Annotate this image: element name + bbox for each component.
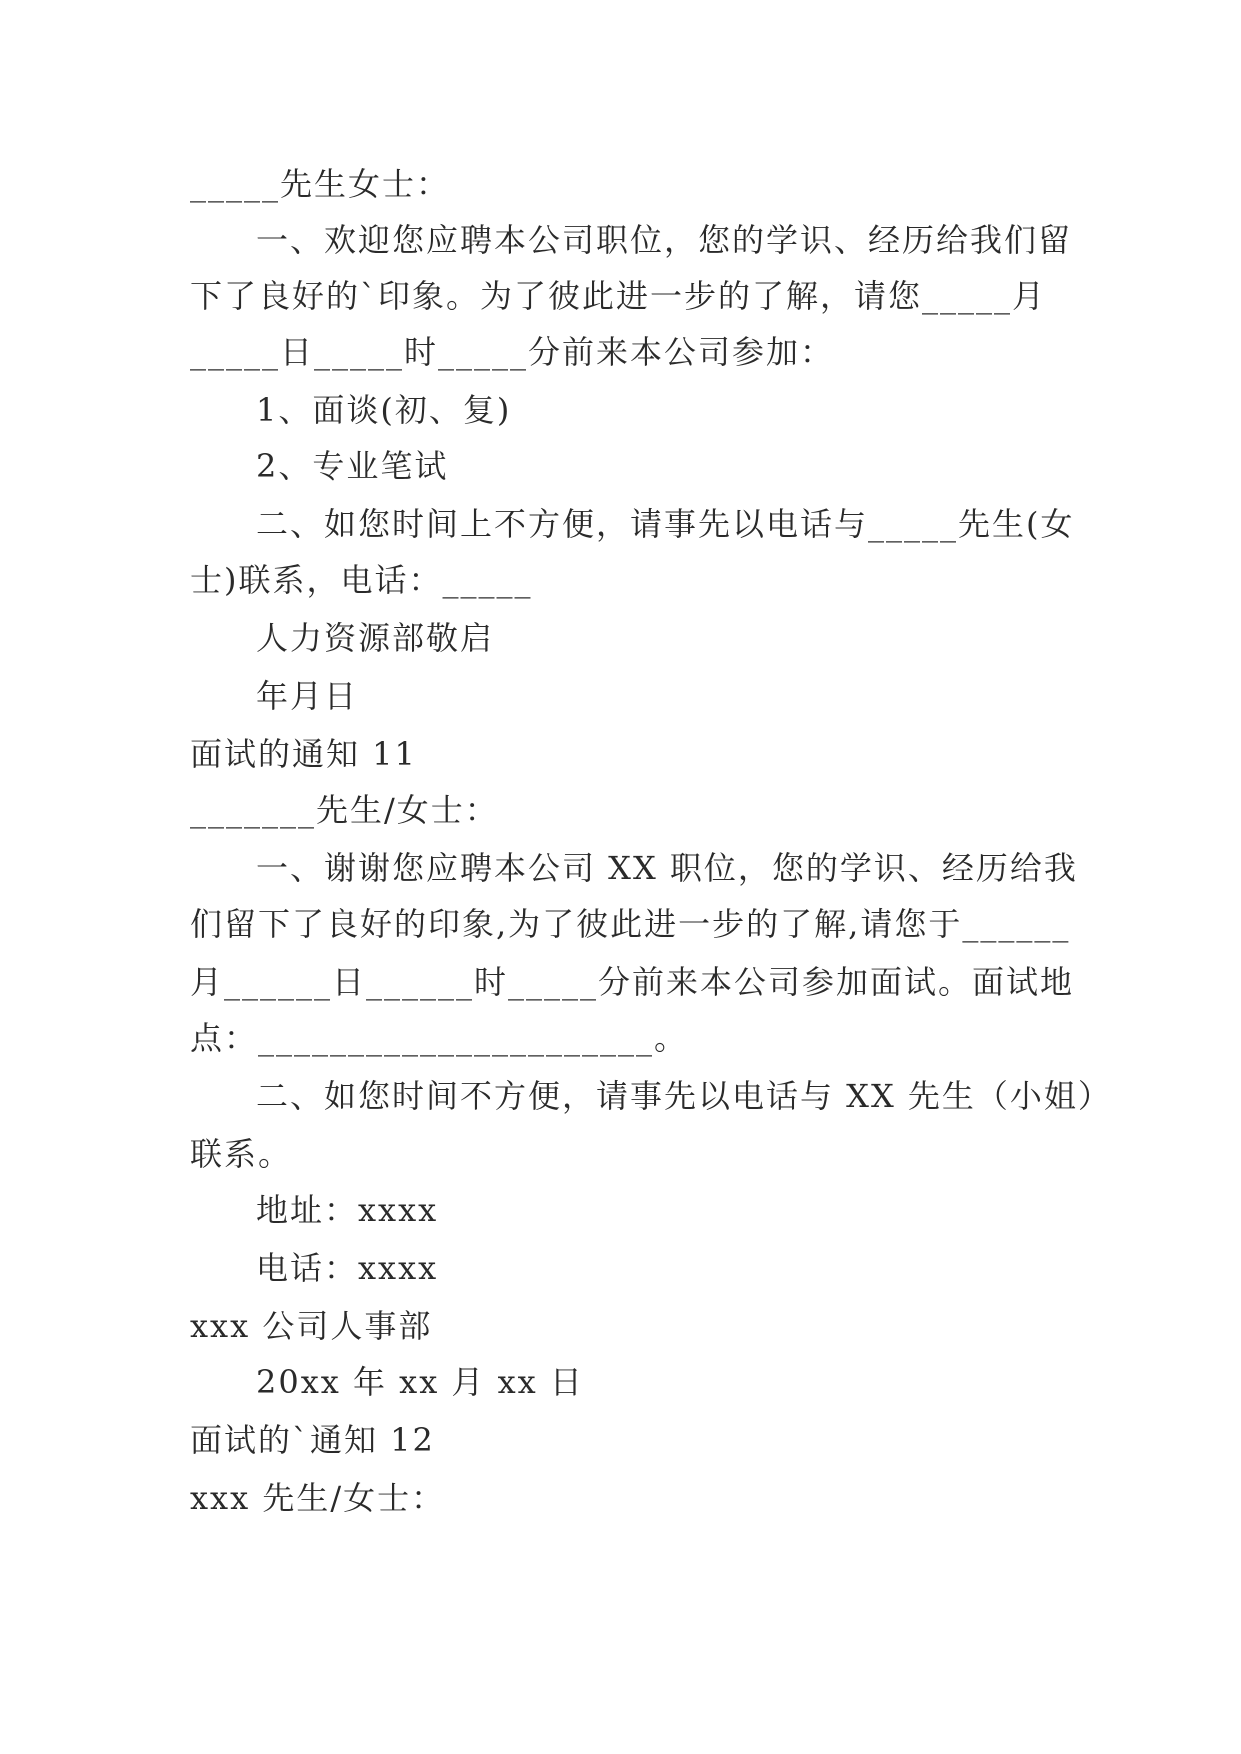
list-item: 2、专业笔试 [256,447,449,485]
paragraph-line: 二、如您时间不方便，请事先以电话与 XX 先生（小姐） [256,1077,1112,1115]
paragraph-line: 们留下了良好的印象,为了彼此进一步的了解,请您于______ [190,905,1071,943]
phone-line: 电话：xxxx [256,1249,439,1287]
paragraph-line: 一、欢迎您应聘本公司职位，您的学识、经历给我们留 [256,221,1073,259]
paragraph-line: 月______日______时_____分前来本公司参加面试。面试地 [190,963,1075,1001]
date-line: 20xx 年 xx 月 xx 日 [256,1363,584,1401]
paragraph-line: 下了良好的`印象。为了彼此进一步的了解，请您_____月 [190,277,1047,315]
paragraph-line: 联系。 [190,1135,293,1173]
address-line: 地址：xxxx [256,1191,439,1229]
date-line: 年月日 [256,677,359,715]
list-item: 1、面谈(初、复) [256,391,512,429]
section-heading: 面试的`通知 12 [190,1421,435,1459]
paragraph-line: 士)联系，电话：_____ [190,561,533,599]
salutation-line: xxx 先生/女士： [190,1479,446,1517]
section-heading: 面试的通知 11 [190,735,417,773]
salutation-line: _____先生女士： [190,165,451,203]
paragraph-line: 点：______________________。 [190,1019,689,1057]
paragraph-line: 二、如您时间上不方便，请事先以电话与_____先生(女 [256,505,1075,543]
salutation-line: _______先生/女士： [190,791,499,829]
paragraph-line: 一、谢谢您应聘本公司 XX 职位，您的学识、经历给我 [256,849,1078,887]
signature-line: xxx 公司人事部 [190,1307,433,1345]
paragraph-line: _____日_____时_____分前来本公司参加： [190,333,835,371]
signature-line: 人力资源部敬启 [256,619,495,657]
